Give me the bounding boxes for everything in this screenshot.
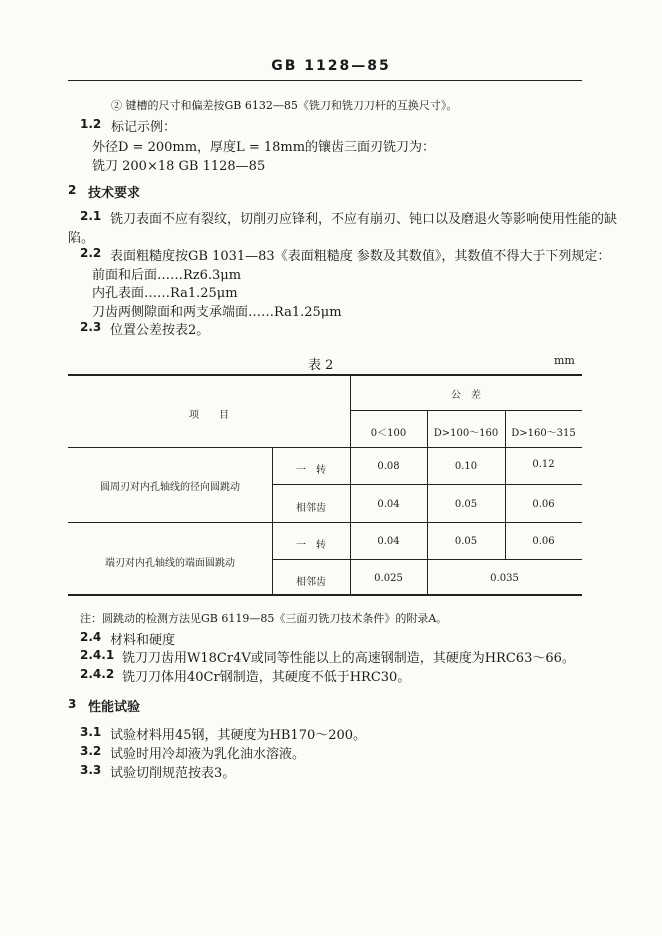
section-2-4-title: 材料和硬度 xyxy=(110,633,176,648)
header-range-1: 0＜100 xyxy=(370,428,407,439)
section-3-1-number: 3.1 xyxy=(80,725,102,739)
table-bottom-rule xyxy=(68,594,582,596)
table-cell: 0.12 xyxy=(532,459,555,470)
table-rule xyxy=(350,374,351,596)
roughness-front-back: 前面和后面……Rz6.3μm xyxy=(92,268,242,283)
section-2-3-text: 位置公差按表2。 xyxy=(110,323,210,338)
row-radial-runout-name: 圆周刃对内孔轴线的径向圆跳动 xyxy=(100,482,240,493)
section-2-1-line2: 陷。 xyxy=(68,231,95,246)
row-label: 相邻齿 xyxy=(296,577,326,588)
page-header: GB 1128—85 xyxy=(271,58,391,74)
table-unit: mm xyxy=(554,354,575,367)
section-1-2-title: 标记示例： xyxy=(111,120,177,135)
section-3-3-number: 3.3 xyxy=(80,763,102,777)
header-item: 项 目 xyxy=(189,410,229,421)
section-2-4-number: 2.4 xyxy=(80,630,102,644)
table-cell-merged: 0.035 xyxy=(490,573,519,584)
section-2-2-number: 2.2 xyxy=(80,246,102,260)
table-cell: 0.025 xyxy=(374,573,403,584)
tolerance-table xyxy=(68,374,582,596)
table-cell: 0.10 xyxy=(454,461,478,472)
table-cell: 0.06 xyxy=(532,499,555,510)
section-3-number: 3 xyxy=(68,697,77,711)
table-cell: 0.04 xyxy=(377,499,400,510)
section-2-4-1-text: 铣刀刀齿用W18Cr4V或同等性能以上的高速钢制造，其硬度为HRC63～66。 xyxy=(122,651,575,666)
row-label: 相邻齿 xyxy=(296,503,326,514)
row-label: 一 转 xyxy=(296,465,326,476)
roughness-sides: 刀齿两侧隙面和两支承端面……Ra1.25μm xyxy=(92,305,342,320)
header-range-3: D>160～315 xyxy=(511,428,576,439)
section-3-title: 性能试验 xyxy=(88,700,141,715)
section-2-4-2-text: 铣刀刀体用40Cr钢制造，其硬度不低于HRC30。 xyxy=(122,670,411,685)
section-2-3-number: 2.3 xyxy=(80,320,102,334)
table-rule xyxy=(350,410,582,411)
header-rule xyxy=(68,80,582,81)
keyway-note: ② 键槽的尺寸和偏差按GB 6132—85《铣刀和铣刀刀杆的互换尺寸》。 xyxy=(111,99,458,112)
section-2-4-2-number: 2.4.2 xyxy=(80,667,115,681)
section-3-3-text: 试验切削规范按表3。 xyxy=(110,766,236,781)
section-2-number: 2 xyxy=(68,183,77,197)
table-cell: 0.05 xyxy=(454,499,478,510)
section-2-4-1-number: 2.4.1 xyxy=(80,648,115,662)
table-cell: 0.05 xyxy=(454,536,478,547)
header-tolerance: 公 差 xyxy=(451,390,481,401)
header-range-2: D>100～160 xyxy=(433,428,499,439)
section-2-1-number: 2.1 xyxy=(80,209,102,223)
row-label: 一 转 xyxy=(296,540,326,551)
section-2-1-line1: 铣刀表面不应有裂纹，切削刃应锋利，不应有崩刃、钝口以及磨退火等影响使用性能的缺 xyxy=(110,212,618,227)
section-3-1-text: 试验材料用45钢，其硬度为HB170～200。 xyxy=(110,728,367,743)
section-2-title: 技术要求 xyxy=(88,186,141,201)
marking-example-code: 铣刀 200×18 GB 1128—85 xyxy=(92,159,266,174)
section-3-2-text: 试验时用冷却液为乳化油水溶液。 xyxy=(110,747,306,762)
section-3-2-number: 3.2 xyxy=(80,744,102,758)
row-face-runout-name: 端刃对内孔轴线的端面圆跳动 xyxy=(105,558,235,569)
marking-example-line: 外径D = 200mm，厚度L = 18mm的镶齿三面刃铣刀为： xyxy=(92,140,436,155)
table-top-rule xyxy=(68,374,582,376)
table-cell: 0.06 xyxy=(532,536,555,547)
table-note: 注：圆跳动的检测方法见GB 6119—85《三面刃铣刀技术条件》的附录A。 xyxy=(80,612,448,625)
table-cell: 0.08 xyxy=(377,461,400,472)
section-1-2-number: 1.2 xyxy=(80,117,102,131)
table-caption: 表 2 xyxy=(308,358,334,373)
table-cell: 0.04 xyxy=(377,536,400,547)
section-2-2-line1: 表面粗糙度按GB 1031—83《表面粗糙度 参数及其数值》，其数值不得大于下列规定： xyxy=(110,249,611,264)
roughness-bore: 内孔表面……Ra1.25μm xyxy=(92,286,238,301)
